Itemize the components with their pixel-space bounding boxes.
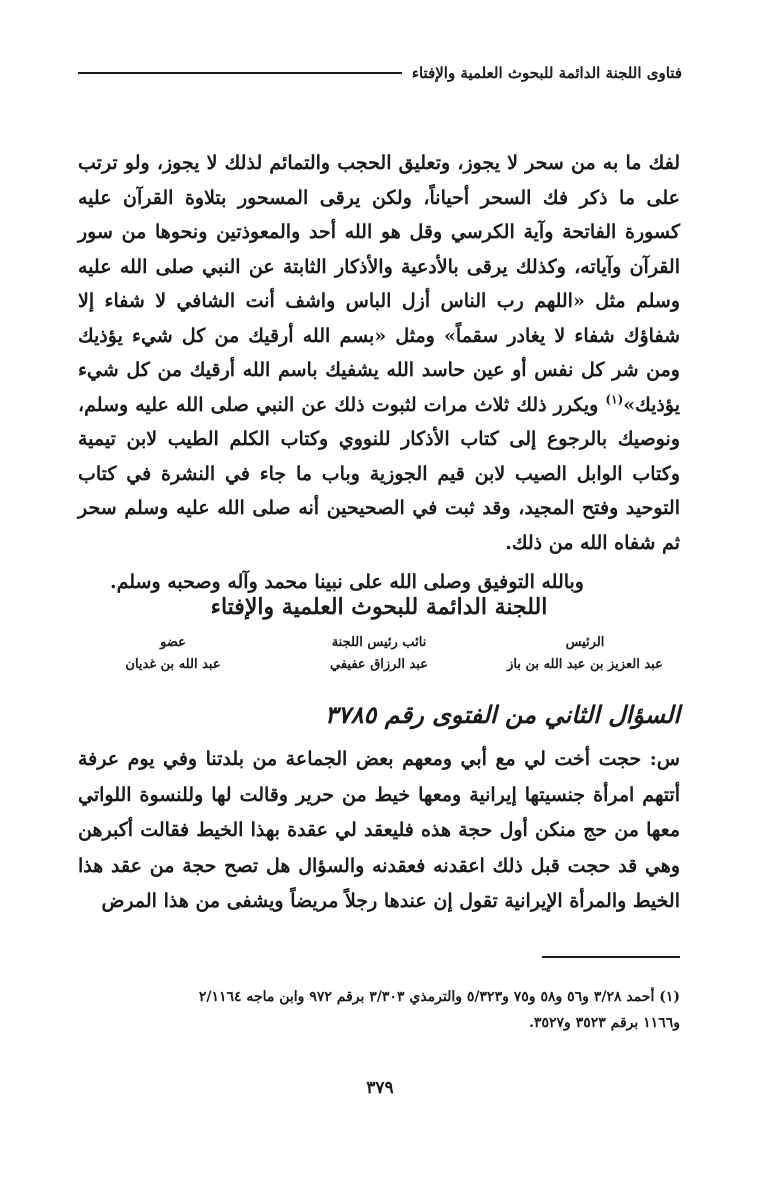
- running-title: فتاوى اللجنة الدائمة للبحوث العلمية والإفتاء: [411, 64, 682, 82]
- answer-text: لفك ما به من سحر لا يجوز، وتعليق الحجب والتمائم لذلك لا يجوز، ولو ترتب على ما ذكر فك السحر أحياناً، ولكن يرقى المسحور بتلاوة القرآن عليه كسورة الفاتحة وآية الكرسي وقل هو الله أحد والمعوذتين ونحوها من سور القرآن وآياته، وكذلك يرقى بالأدعية والأذكار الثابتة عن النبي صلى الله عليه وسلم مثل «اللهم رب الناس أزل الباس واشف أنت الشافي لا شفاء إلا شفاؤك شفاء لا يغادر سقماً» ومثل «بسم الله أرقيك من كل شيء يؤذيك ومن شر كل نفس أو عين حاسد الله يشفيك باسم الله أرقيك من كل شيء يؤذيك»: [78, 152, 680, 416]
- signature-role: عضو: [160, 635, 186, 650]
- footnotes: [78, 984, 680, 1036]
- page-number: ٣٧٩: [366, 1078, 394, 1098]
- signatures: [78, 632, 680, 676]
- answer-text-continued: ويكرر ذلك ثلاث مرات لثبوت ذلك عن النبي صلى الله عليه وسلم، ونوصيك بالرجوع إلى كتاب الأذكار للنووي وكتاب الكلم الطيب لابن تيمية وكتاب الوابل الصيب لابن قيم الجوزية وباب ما جاء في النشرة في كتاب التوحيد وفتح المجيد، وقد ثبت في الصحيحين أنه صلى الله عليه وسلم سحر ثم شفاه الله من ذلك.: [78, 393, 680, 554]
- signature-name: عبد الرزاق عفيفي: [330, 657, 428, 672]
- header-rule: [78, 72, 402, 74]
- footnote-rule: [542, 956, 680, 958]
- answer-paragraph: [78, 146, 680, 560]
- question-paragraph: س: حجت أخت لي مع أبي ومعهم بعض الجماعة من بلدتنا وفي يوم عرفة أتتهم امرأة جنسيتها إيرانية ومعها خيط من حرير وقالت لها وللنسوة اللواتي معها من حج منكن أول حجة هذه فليعقد لي عقدة بهذا الخيط فقالت أكبرهن وهي قد حجت قبل ذلك اعقدنه فعقدنه والسؤال هل تصح حجة من عقد هذا الخيط والمرأة الإيرانية تقول إن عندها رجلاً مريضاً ويشفى من هذا المرض: [78, 748, 680, 912]
- question-heading: السؤال الثاني من الفتوى رقم ٣٧٨٥: [324, 700, 680, 729]
- signature-role: الرئيس: [565, 635, 605, 650]
- committee-name: اللجنة الدائمة للبحوث العلمية والإفتاء: [210, 594, 548, 620]
- signature-member: [78, 632, 268, 676]
- signature-vice-chairman: [284, 632, 474, 676]
- footnote-line-1: (١) أحمد ٣/٢٨ و٥٦ و٥٨ و٧٥ و٥/٣٢٣ والترمذي ٣/٣٠٣ برقم ٩٧٢ وابن ماجه ٢/١١٦٤: [198, 989, 680, 1005]
- question-body: [78, 742, 680, 920]
- footnote-marker: (١): [605, 392, 624, 407]
- signature-role: نائب رئيس اللجنة: [331, 635, 427, 650]
- footnote-line-2: و١١٦٦ برقم ٣٥٢٣ و٣٥٢٧.: [529, 1015, 680, 1031]
- closing-line: وبالله التوفيق وصلى الله على نبينا محمد وآله وصحبه وسلم.: [109, 571, 584, 593]
- fatwa-answer-body: [78, 146, 680, 560]
- running-header: [78, 64, 682, 82]
- signature-chairman: [490, 632, 680, 676]
- signature-name: عبد العزيز بن عبد الله بن باز: [507, 657, 663, 672]
- signature-name: عبد الله بن غديان: [125, 657, 221, 672]
